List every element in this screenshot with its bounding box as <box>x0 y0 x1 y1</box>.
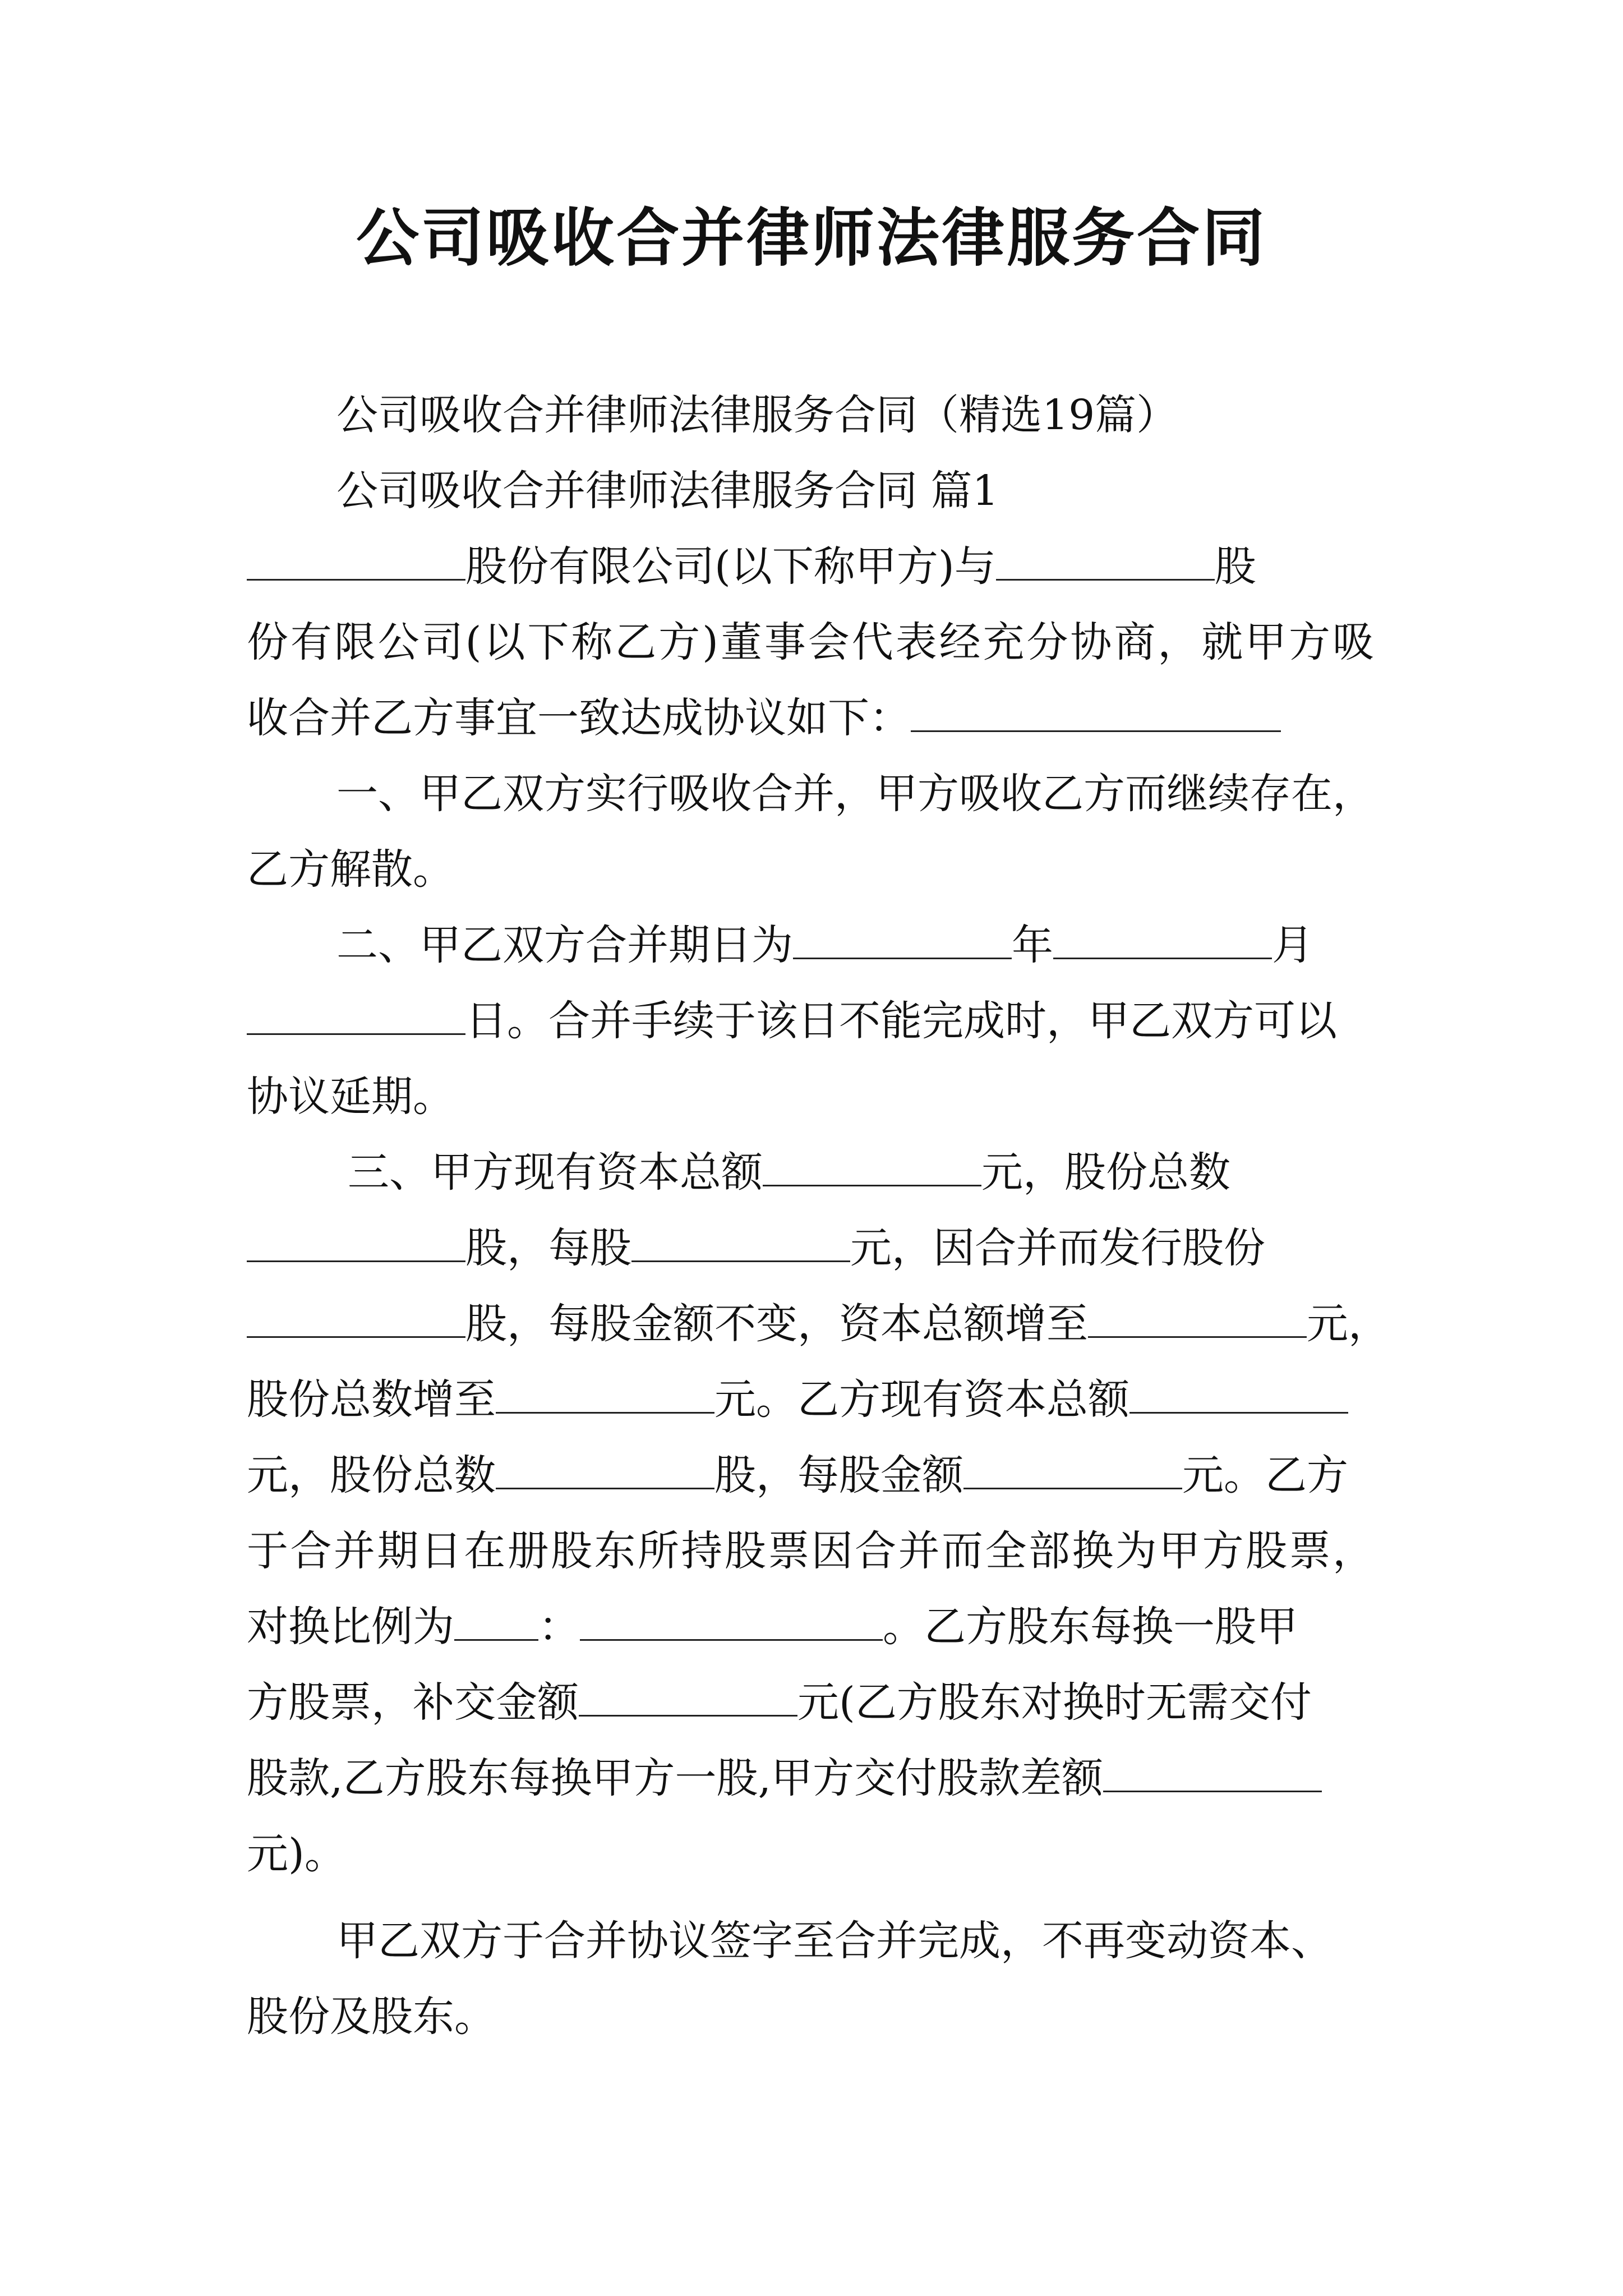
text-span: 元，股份总数 <box>247 1451 496 1499</box>
para-4-line-2 <box>247 1220 1265 1276</box>
blank-line <box>496 1378 714 1414</box>
para-3-line-1 <box>336 917 1313 973</box>
text-span: 对换比例为 <box>247 1603 454 1651</box>
para-1-line-1 <box>247 539 1374 595</box>
para-5-line-1: 甲乙双方于合并协议签字至合并完成，不再变动资本、 <box>336 1917 1332 1965</box>
text-span: 年 <box>1012 921 1053 969</box>
text-span: 三、甲方现有资本总额 <box>348 1148 763 1197</box>
document-subtitle: 公司吸收合并律师法律服务合同（精选19篇） <box>336 391 1178 439</box>
para-4-line-8 <box>247 1674 1312 1731</box>
para-4-line-6: 于合并期日在册股东所持股票因合并而全部换为甲方股票， <box>247 1527 1374 1575</box>
para-1-line-3 <box>247 690 1281 746</box>
blank-line <box>247 1000 465 1035</box>
text-span: 日。合并手续于该日不能完成时，甲乙双方可以 <box>465 997 1337 1045</box>
text-span: 。乙方股东每换一股甲 <box>883 1603 1298 1651</box>
para-3-line-3: 协议延期。 <box>247 1073 454 1121</box>
para-1-line-2: 份有限公司(以下称乙方)董事会代表经充分协商，就甲方吸 <box>247 618 1374 666</box>
para-3-line-2 <box>247 993 1337 1049</box>
text-span: 股款,乙方股东每换甲方一股,甲方交付股款差额 <box>247 1754 1104 1802</box>
text-span: 股，每股金额不变，资本总额增至 <box>465 1300 1088 1348</box>
blank-line <box>247 1227 465 1262</box>
blank-line <box>1103 1757 1322 1792</box>
blank-line <box>1129 1378 1348 1414</box>
document-title: 公司吸收合并律师法律服务合同 <box>356 201 1267 275</box>
text-span: 二、甲乙双方合并期日为 <box>336 921 793 969</box>
text-span: 方股票，补交金额 <box>247 1678 579 1727</box>
blank-line <box>631 1227 850 1262</box>
text-span: 元，因合并而发行股份 <box>850 1224 1265 1272</box>
text-span: ： <box>538 1603 580 1651</box>
para-2-line-1: 一、甲乙双方实行吸收合并，甲方吸收乙方而继续存在， <box>336 770 1374 818</box>
text-span: 元。乙方 <box>1182 1451 1348 1499</box>
para-4-line-4 <box>247 1372 1348 1428</box>
para-4-line-3 <box>247 1296 1390 1352</box>
blank-line <box>1088 1303 1307 1338</box>
blank-line <box>579 1681 797 1717</box>
para-4-line-5 <box>247 1447 1348 1503</box>
para-5-line-2: 股份及股东。 <box>247 1993 496 2041</box>
blank-line <box>454 1605 538 1641</box>
blank-line <box>911 697 1281 732</box>
text-span: 股，每股金额 <box>714 1451 963 1499</box>
blank-line <box>496 1454 714 1489</box>
blank-line <box>963 1454 1182 1489</box>
para-4-line-7 <box>247 1599 1298 1655</box>
blank-line <box>763 1151 981 1186</box>
blank-line <box>580 1605 883 1641</box>
para-2-line-2: 乙方解散。 <box>247 845 454 894</box>
blank-line <box>1053 924 1272 959</box>
para-4-line-10: 元)。 <box>247 1830 346 1878</box>
text-span: 股 <box>1214 542 1256 591</box>
section-heading: 公司吸收合并律师法律服务合同 篇1 <box>336 467 999 515</box>
para-4-line-9 <box>247 1750 1322 1806</box>
text-span: 元。乙方现有资本总额 <box>714 1375 1129 1424</box>
text-span: 月 <box>1272 921 1313 969</box>
text-span: 收合并乙方事宜一致达成协议如下： <box>247 694 911 742</box>
blank-line <box>247 1303 465 1338</box>
blank-line <box>793 924 1012 959</box>
blank-line <box>996 545 1215 581</box>
text-span: 股份有限公司(以下称甲方)与 <box>465 542 996 591</box>
blank-line <box>247 545 465 581</box>
text-span: 股，每股 <box>465 1224 631 1272</box>
para-4-line-1 <box>348 1144 1230 1200</box>
text-span: 元(乙方股东对换时无需交付 <box>797 1678 1312 1727</box>
text-span: 元， <box>1307 1300 1390 1348</box>
text-span: 元，股份总数 <box>981 1148 1230 1197</box>
text-span: 股份总数增至 <box>247 1375 496 1424</box>
